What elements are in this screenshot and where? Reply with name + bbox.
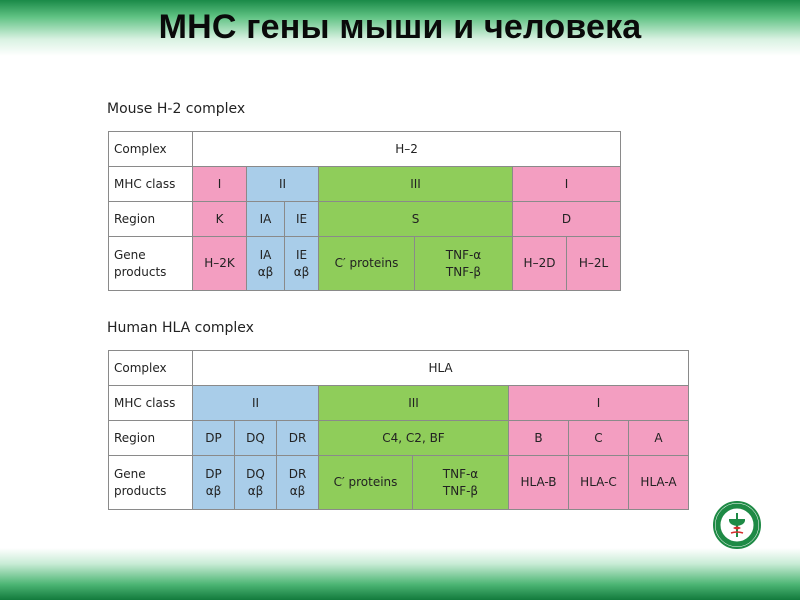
region-cell: B xyxy=(509,421,569,456)
complex-cell: H–2 xyxy=(193,132,621,167)
class-cell: II xyxy=(247,167,319,202)
row-label: MHC class xyxy=(109,386,193,421)
row-label xyxy=(109,456,193,510)
region-cell: C4, C2, BF xyxy=(319,421,509,456)
region-cell: C xyxy=(569,421,629,456)
region-cell: D xyxy=(513,202,621,237)
class-cell: II xyxy=(193,386,319,421)
gene-line: αβ xyxy=(257,264,274,279)
class-cell: III xyxy=(319,167,513,202)
gene-cell xyxy=(235,456,277,510)
complex-cell: HLA xyxy=(193,351,689,386)
class-cell: I xyxy=(193,167,247,202)
gene-cell xyxy=(509,456,569,510)
gene-cell xyxy=(193,456,235,510)
table-row xyxy=(109,386,689,421)
row-label: Complex xyxy=(109,351,193,386)
table-row xyxy=(109,351,689,386)
table-row xyxy=(109,202,621,237)
row-label-line: Gene xyxy=(114,247,146,262)
table-row xyxy=(109,167,621,202)
human-hla-table xyxy=(108,350,689,510)
gene-line: DQ xyxy=(246,466,265,481)
gene-line: DP xyxy=(205,466,222,481)
gene-cell xyxy=(415,237,513,291)
region-cell: IE xyxy=(285,202,319,237)
row-label xyxy=(109,237,193,291)
gene-cell xyxy=(569,456,629,510)
footer-band xyxy=(0,548,800,600)
row-label: Region xyxy=(109,202,193,237)
row-label: Complex xyxy=(109,132,193,167)
row-label-line: Gene xyxy=(114,466,146,481)
region-cell: DP xyxy=(193,421,235,456)
gene-cell xyxy=(513,237,567,291)
gene-line: αβ xyxy=(293,264,310,279)
table-row xyxy=(109,237,621,291)
row-label: MHC class xyxy=(109,167,193,202)
medical-emblem-icon xyxy=(713,501,761,549)
table-row xyxy=(109,456,689,510)
class-cell: III xyxy=(319,386,509,421)
row-label-line: products xyxy=(114,264,167,279)
region-cell: K xyxy=(193,202,247,237)
gene-line: HLA-A xyxy=(640,475,677,489)
region-cell: S xyxy=(319,202,513,237)
gene-line: TNF-α xyxy=(445,247,482,262)
gene-cell xyxy=(277,456,319,510)
gene-line: IA xyxy=(259,247,272,262)
mouse-caption: Mouse H-2 complex xyxy=(107,101,246,117)
human-caption: Human HLA complex xyxy=(107,320,254,336)
gene-cell xyxy=(193,237,247,291)
gene-line: DR xyxy=(288,466,307,481)
gene-line: TNF-β xyxy=(445,264,482,279)
gene-line: IE xyxy=(295,247,308,262)
gene-line: HLA-B xyxy=(520,475,557,489)
region-cell: DQ xyxy=(235,421,277,456)
gene-line: αβ xyxy=(205,483,222,498)
gene-line: αβ xyxy=(289,483,306,498)
gene-line: TNF-β xyxy=(442,483,479,498)
region-cell: IA xyxy=(247,202,285,237)
gene-line: αβ xyxy=(247,483,264,498)
gene-cell xyxy=(319,237,415,291)
table-row xyxy=(109,421,689,456)
gene-line: H–2D xyxy=(523,256,556,270)
gene-cell xyxy=(247,237,285,291)
gene-cell xyxy=(629,456,689,510)
gene-line: C′ proteins xyxy=(334,256,399,270)
gene-cell xyxy=(567,237,621,291)
gene-line: C′ proteins xyxy=(333,475,398,489)
table-row xyxy=(109,132,621,167)
gene-line: HLA-C xyxy=(580,475,617,489)
row-label: Region xyxy=(109,421,193,456)
region-cell: A xyxy=(629,421,689,456)
gene-line: TNF-α xyxy=(442,466,479,481)
gene-cell xyxy=(319,456,413,510)
slide-title: МНС гены мыши и человека xyxy=(158,8,642,46)
gene-cell xyxy=(285,237,319,291)
mouse-h2-table xyxy=(108,131,621,291)
class-cell: I xyxy=(513,167,621,202)
gene-line: H–2K xyxy=(204,256,235,270)
gene-cell xyxy=(413,456,509,510)
gene-line: H–2L xyxy=(578,256,609,270)
region-cell: DR xyxy=(277,421,319,456)
class-cell: I xyxy=(509,386,689,421)
row-label-line: products xyxy=(114,483,167,498)
